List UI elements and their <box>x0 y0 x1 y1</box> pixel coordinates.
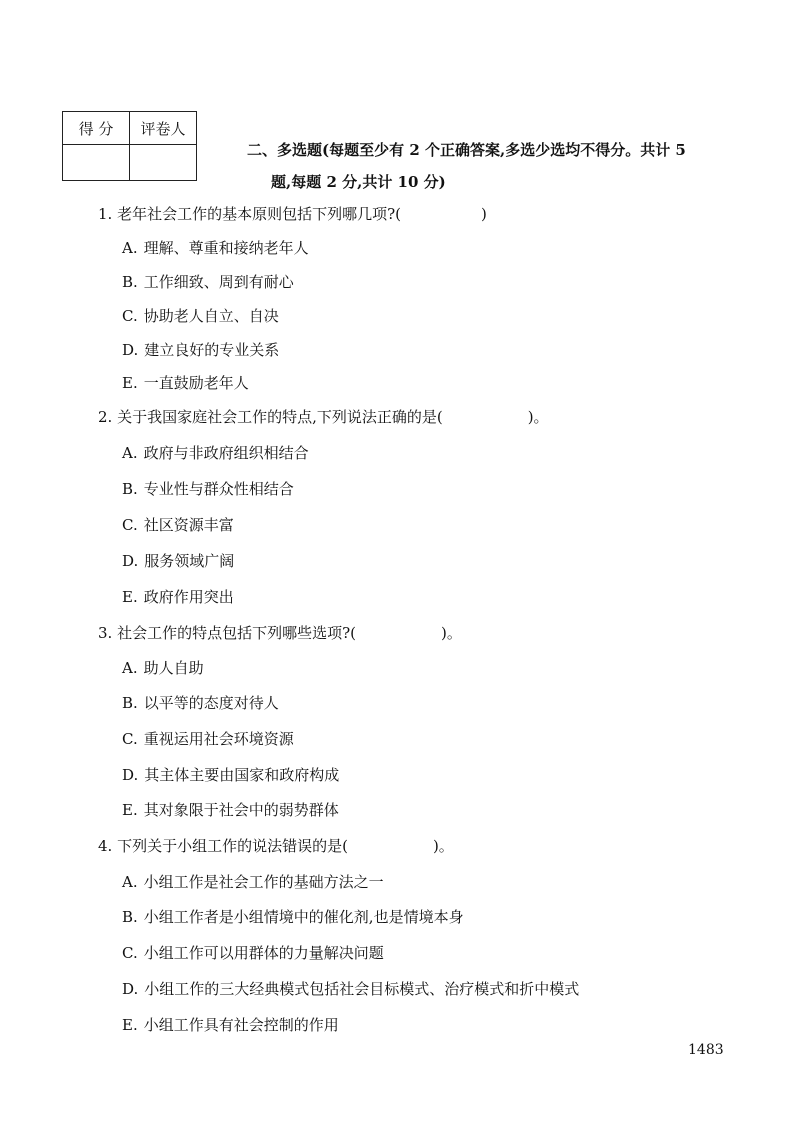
question-1-option-b: B. 工作细致、周到有耐心 <box>122 273 294 291</box>
question-4-option-d: D. 小组工作的三大经典模式包括社会目标模式、治疗模式和折中模式 <box>122 980 580 998</box>
question-3-stem <box>98 622 462 644</box>
section-heading-line1: 二、多选题(每题至少有 2 个正确答案,多选少选均不得分。共计 5 <box>247 141 686 159</box>
question-1-stem <box>98 203 487 225</box>
section-heading-line2: 题,每题 2 分,共计 10 分) <box>271 173 446 191</box>
page-number: 1483 <box>688 1042 724 1058</box>
grader-cell <box>130 145 197 181</box>
question-3-option-b: B. 以平等的态度对待人 <box>122 694 279 712</box>
question-stem-text: 3. 社会工作的特点包括下列哪些选项?( <box>98 624 356 642</box>
question-1-option-d: D. 建立良好的专业关系 <box>122 341 280 359</box>
grader-label: 评卷人 <box>130 112 197 145</box>
section-heading <box>247 134 747 198</box>
question-4-option-c: C. 小组工作可以用群体的力量解决问题 <box>122 944 384 962</box>
question-4-option-a: A. 小组工作是社会工作的基础方法之一 <box>122 873 384 891</box>
question-stem-text: 4. 下列关于小组工作的说法错误的是( <box>98 837 348 855</box>
question-1-option-e: E. 一直鼓励老年人 <box>122 374 249 392</box>
score-label: 得 分 <box>63 112 130 145</box>
question-stem-text: 1. 老年社会工作的基本原则包括下列哪几项?( <box>98 205 401 223</box>
question-2-option-d: D. 服务领域广阔 <box>122 552 235 570</box>
question-4-option-e: E. 小组工作具有社会控制的作用 <box>122 1016 339 1034</box>
question-2-stem <box>98 406 549 428</box>
question-1-option-a: A. 理解、尊重和接纳老年人 <box>122 239 309 257</box>
question-3-option-a: A. 助人自助 <box>122 659 204 677</box>
question-2-option-a: A. 政府与非政府组织相结合 <box>122 444 309 462</box>
question-stem-close: )。 <box>440 624 462 642</box>
question-stem-close: ) <box>480 205 487 223</box>
question-3-option-c: C. 重视运用社会环境资源 <box>122 730 294 748</box>
question-stem-close: )。 <box>432 837 454 855</box>
question-4-stem <box>98 835 454 857</box>
question-stem-text: 2. 关于我国家庭社会工作的特点,下列说法正确的是( <box>98 408 443 426</box>
score-table <box>62 111 197 181</box>
question-2-option-b: B. 专业性与群众性相结合 <box>122 480 294 498</box>
question-stem-close: )。 <box>527 408 549 426</box>
question-3-option-e: E. 其对象限于社会中的弱势群体 <box>122 801 339 819</box>
question-2-option-c: C. 社区资源丰富 <box>122 516 234 534</box>
question-1-option-c: C. 协助老人自立、自决 <box>122 307 279 325</box>
question-3-option-d: D. 其主体主要由国家和政府构成 <box>122 766 340 784</box>
question-2-option-e: E. 政府作用突出 <box>122 588 234 606</box>
score-cell <box>63 145 130 181</box>
question-4-option-b: B. 小组工作者是小组情境中的催化剂,也是情境本身 <box>122 908 464 926</box>
